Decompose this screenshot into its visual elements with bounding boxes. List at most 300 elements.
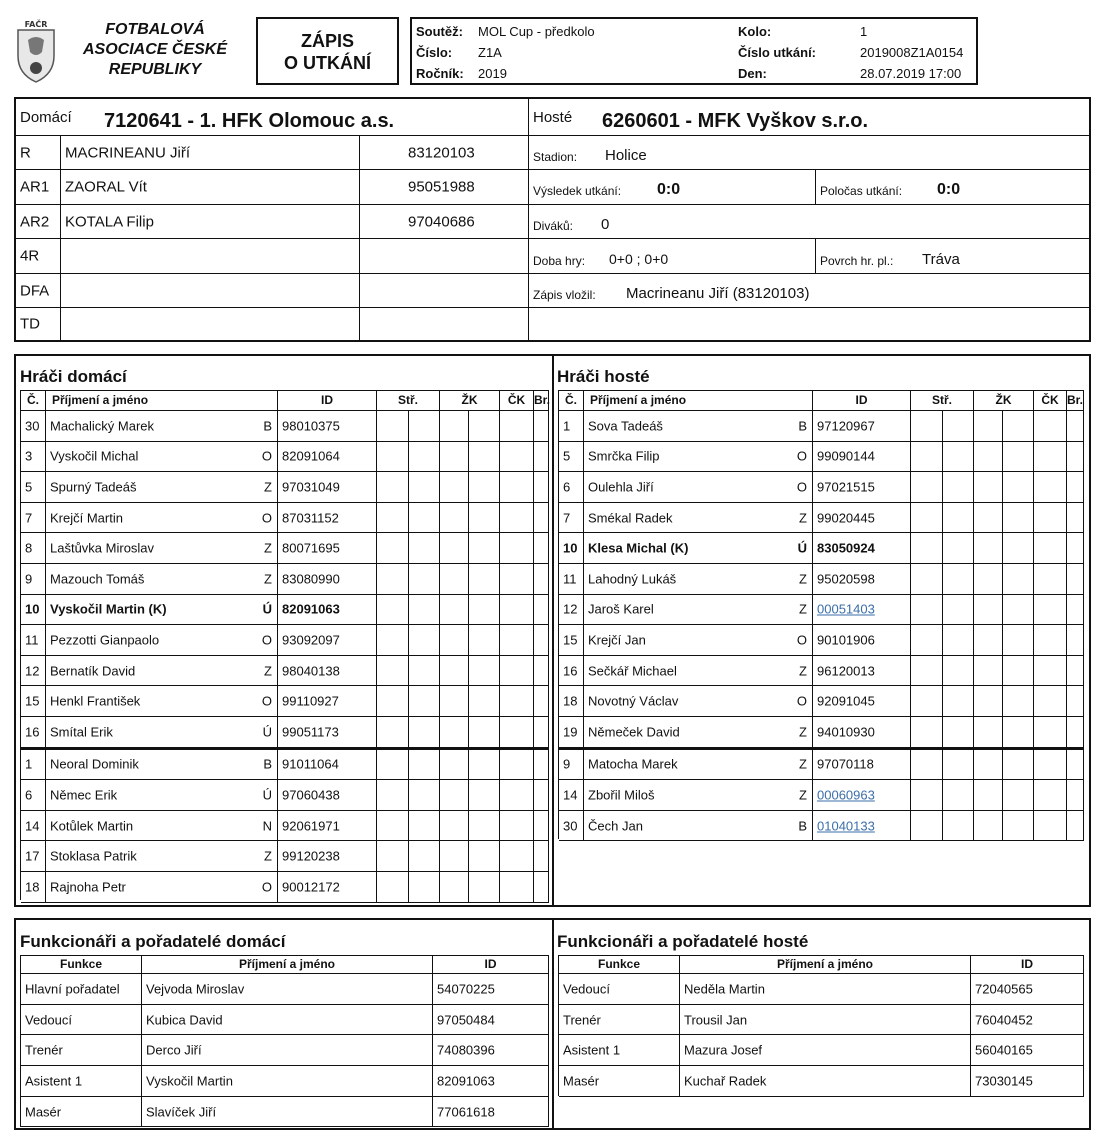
player-stat-cell — [974, 411, 1003, 442]
player-name — [46, 595, 278, 626]
header-name: Příjmení a jméno — [584, 391, 813, 411]
player-stat-cell — [409, 595, 440, 626]
player-name — [584, 503, 813, 534]
playtime-row: Doba hry: 0+0 ; 0+0 — [529, 239, 816, 274]
match-info-block — [14, 97, 1091, 342]
player-stat-cell — [974, 780, 1003, 811]
player-id-text: 82091063 — [282, 601, 340, 617]
player-row — [21, 656, 549, 687]
player-number — [21, 750, 46, 781]
header-id: ID — [278, 391, 377, 411]
referee-name — [61, 274, 360, 308]
player-stat-cell — [1067, 411, 1084, 442]
player-stat-cell — [440, 472, 469, 503]
player-number — [21, 656, 46, 687]
away-functionaries-block — [552, 918, 1091, 1130]
player-stat-cell — [377, 872, 409, 903]
player-stat-cell — [1003, 686, 1034, 717]
player-stat-cell — [469, 656, 500, 687]
player-id — [278, 656, 377, 687]
player-id — [813, 625, 911, 656]
player-id-text: 87031152 — [282, 510, 339, 526]
player-name-text: Smrčka Filip — [588, 448, 660, 464]
player-id-text: 96120013 — [817, 663, 875, 679]
player-stat-cell — [440, 442, 469, 473]
player-number — [559, 411, 584, 442]
player-name-text: Oulehla Jiří — [588, 479, 654, 495]
player-row — [21, 625, 549, 656]
player-stat-cell — [469, 595, 500, 626]
player-row — [559, 625, 1084, 656]
player-name-text: Machalický Marek — [50, 418, 155, 434]
player-name — [46, 472, 278, 503]
player-stat-cell — [974, 686, 1003, 717]
player-stat-cell — [911, 442, 943, 473]
player-stat-cell — [943, 750, 974, 781]
functionary-id — [433, 1066, 549, 1097]
player-stat-cell — [943, 411, 974, 442]
player-stat-cell — [534, 841, 549, 872]
player-name — [584, 533, 813, 564]
functionary-id-text: 97050484 — [437, 1012, 495, 1028]
referee-role — [16, 308, 61, 340]
player-id — [278, 533, 377, 564]
player-id-link: 00060963 — [817, 787, 875, 803]
functionary-name — [142, 974, 433, 1005]
player-stat-cell — [377, 442, 409, 473]
player-number-text: 10 — [563, 540, 578, 556]
player-id — [278, 564, 377, 595]
player-stat-cell — [1067, 533, 1084, 564]
home-players-block — [14, 354, 554, 907]
surface-row: Povrch hr. pl.: Tráva — [816, 239, 1091, 274]
player-name-text: Sova Tadeáš — [588, 418, 663, 434]
player-position: O — [261, 448, 272, 464]
away-functionaries-title: Funkcionáři a pořadatelé hosté — [557, 932, 809, 951]
result-row: Výsledek utkání: 0:0 — [529, 170, 816, 205]
player-row — [21, 750, 549, 781]
away-players-block — [552, 354, 1091, 907]
player-stat-cell — [409, 472, 440, 503]
player-number — [559, 564, 584, 595]
player-stat-cell — [377, 686, 409, 717]
player-number-text: 6 — [563, 479, 571, 495]
functionary-name — [142, 1005, 433, 1036]
functionary-name-text: Derco Jiří — [146, 1042, 202, 1058]
player-number-text: 11 — [563, 571, 577, 587]
player-stat-cell — [377, 472, 409, 503]
functionary-name — [142, 1097, 433, 1128]
player-stat-cell — [1003, 533, 1034, 564]
player-stat-cell — [440, 841, 469, 872]
player-stat-cell — [911, 595, 943, 626]
player-stat-cell — [1067, 717, 1084, 748]
player-stat-cell — [911, 656, 943, 687]
player-number — [559, 503, 584, 534]
player-stat-cell — [469, 872, 500, 903]
player-stat-cell — [974, 564, 1003, 595]
player-stat-cell — [1034, 780, 1067, 811]
functionary-funkce-text: Masér — [563, 1073, 600, 1089]
player-stat-cell — [1003, 595, 1034, 626]
header-br: Br. — [1067, 391, 1084, 411]
player-stat-cell — [943, 717, 974, 748]
player-id — [813, 656, 911, 687]
player-stat-cell — [1034, 472, 1067, 503]
player-row — [559, 533, 1084, 564]
player-name-text: Henkl František — [50, 693, 141, 709]
func-header-name: Příjmení a jméno — [142, 956, 433, 974]
player-stat-cell — [377, 564, 409, 595]
functionary-id-text: 77061618 — [437, 1104, 495, 1120]
player-number — [559, 780, 584, 811]
functionary-name-text: Kubica David — [146, 1012, 223, 1028]
functionary-row — [559, 1066, 1084, 1097]
player-stat-cell — [409, 841, 440, 872]
player-id-text: 95020598 — [817, 571, 875, 587]
player-stat-cell — [440, 717, 469, 748]
player-id-text: 97070118 — [817, 756, 874, 772]
functionary-id-text: 74080396 — [437, 1042, 495, 1058]
player-row — [559, 656, 1084, 687]
player-id — [278, 472, 377, 503]
player-id-text: 97021515 — [817, 479, 875, 495]
player-row — [21, 411, 549, 442]
player-id-text: 91011064 — [282, 756, 339, 772]
player-stat-cell — [500, 472, 534, 503]
player-name-text: Rajnoha Petr — [50, 879, 126, 895]
player-id-text: 97060438 — [282, 787, 340, 803]
functionary-funkce — [21, 1097, 142, 1128]
player-stat-cell — [943, 780, 974, 811]
player-number-text: 6 — [25, 787, 33, 803]
func-header-funkce: Funkce — [21, 956, 142, 974]
player-stat-cell — [469, 686, 500, 717]
player-number-text: 9 — [25, 571, 33, 587]
player-stat-cell — [409, 750, 440, 781]
player-stat-cell — [377, 811, 409, 842]
functionary-name — [142, 1035, 433, 1066]
header-ck: ČK — [1034, 391, 1067, 411]
player-stat-cell — [1034, 503, 1067, 534]
functionary-id-text: 76040452 — [975, 1012, 1033, 1028]
player-row — [559, 472, 1084, 503]
player-name — [46, 686, 278, 717]
player-stat-cell — [911, 472, 943, 503]
home-team-cell: Domácí 7120641 - 1. HFK Olomouc a.s. — [16, 99, 529, 136]
player-name-text: Krejčí Martin — [50, 510, 123, 526]
player-row — [559, 564, 1084, 595]
referee-name — [61, 239, 360, 274]
player-position: O — [261, 693, 272, 709]
functionary-funkce — [559, 1066, 680, 1097]
player-id[interactable] — [813, 780, 911, 811]
halftime-row: Poločas utkání: 0:0 — [816, 170, 1091, 205]
header-c: Č. — [559, 391, 584, 411]
player-stat-cell — [1003, 503, 1034, 534]
player-position: Ú — [262, 724, 272, 740]
player-stat-cell — [469, 503, 500, 534]
player-name-text: Matocha Marek — [588, 756, 678, 772]
referee-role-label: AR2 — [20, 213, 50, 230]
player-number-text: 7 — [25, 510, 33, 526]
player-id — [278, 811, 377, 842]
player-stat-cell — [500, 811, 534, 842]
functionary-row — [21, 1035, 549, 1066]
player-position: O — [796, 693, 807, 709]
player-name — [584, 686, 813, 717]
player-number-text: 10 — [25, 601, 40, 617]
player-stat-cell — [377, 717, 409, 748]
player-stat-cell — [974, 811, 1003, 842]
player-stat-cell — [440, 595, 469, 626]
player-position: Z — [799, 601, 807, 617]
player-number — [21, 472, 46, 503]
functionary-funkce-text: Vedoucí — [25, 1012, 72, 1028]
functionary-id-text: 54070225 — [437, 981, 495, 997]
player-stat-cell — [440, 780, 469, 811]
player-stat-cell — [377, 750, 409, 781]
player-row — [559, 750, 1084, 781]
player-id — [278, 841, 377, 872]
player-stat-cell — [974, 717, 1003, 748]
player-stat-cell — [534, 872, 549, 903]
player-position: B — [798, 418, 807, 434]
player-id — [278, 717, 377, 748]
player-id — [813, 750, 911, 781]
player-id[interactable] — [813, 595, 911, 626]
functionary-name — [680, 1066, 971, 1097]
player-stat-cell — [534, 717, 549, 748]
player-stat-cell — [911, 811, 943, 842]
player-name — [46, 717, 278, 748]
player-position: B — [263, 756, 272, 772]
player-stat-cell — [500, 656, 534, 687]
player-id-text: 92091045 — [817, 693, 875, 709]
player-name-text: Zbořil Miloš — [588, 787, 655, 803]
player-stat-cell — [409, 442, 440, 473]
functionary-funkce — [559, 1035, 680, 1066]
player-id — [813, 411, 911, 442]
player-name-text: Mazouch Tomáš — [50, 571, 145, 587]
player-number — [559, 686, 584, 717]
player-number-text: 18 — [563, 693, 578, 709]
referee-id — [360, 170, 529, 205]
functionary-funkce — [559, 974, 680, 1005]
player-position: N — [262, 818, 272, 834]
functionary-name-text: Mazura Josef — [684, 1042, 763, 1058]
player-position: Z — [264, 540, 272, 556]
player-stat-cell — [377, 656, 409, 687]
player-stat-cell — [974, 595, 1003, 626]
player-stat-cell — [911, 717, 943, 748]
player-stat-cell — [500, 625, 534, 656]
player-stat-cell — [377, 841, 409, 872]
functionary-funkce-text: Asistent 1 — [563, 1042, 621, 1058]
player-stat-cell — [1067, 595, 1084, 626]
referee-name — [61, 170, 360, 205]
player-name — [46, 780, 278, 811]
player-stat-cell — [943, 564, 974, 595]
player-name-text: Krejčí Jan — [588, 632, 646, 648]
functionary-id — [971, 1035, 1084, 1066]
referee-role — [16, 170, 61, 205]
player-stat-cell — [469, 780, 500, 811]
player-name — [46, 750, 278, 781]
referee-role — [16, 239, 61, 274]
player-position: B — [798, 818, 807, 834]
player-row — [21, 503, 549, 534]
away-functionaries-table — [558, 955, 1084, 1096]
player-stat-cell — [974, 625, 1003, 656]
player-number — [21, 811, 46, 842]
player-position: O — [796, 632, 807, 648]
player-number-text: 18 — [25, 879, 40, 895]
header-zk: ŽK — [974, 391, 1034, 411]
player-stat-cell — [1003, 811, 1034, 842]
player-stat-cell — [911, 564, 943, 595]
player-stat-cell — [409, 780, 440, 811]
player-number — [559, 533, 584, 564]
player-stat-cell — [1034, 625, 1067, 656]
player-row — [559, 442, 1084, 473]
player-id[interactable] — [813, 811, 911, 842]
player-id-text: 99090144 — [817, 448, 875, 464]
player-row — [21, 564, 549, 595]
player-name-text: Lahodný Lukáš — [588, 571, 677, 587]
player-number-text: 12 — [25, 663, 40, 679]
header-ck: ČK — [500, 391, 534, 411]
referee-role — [16, 136, 61, 170]
functionary-funkce-text: Trenér — [563, 1012, 601, 1028]
player-position: Z — [264, 571, 272, 587]
player-stat-cell — [534, 686, 549, 717]
player-position: Z — [264, 479, 272, 495]
player-id — [278, 442, 377, 473]
player-number-text: 11 — [25, 632, 39, 648]
referee-name-label: MACRINEANU Jiří — [65, 144, 191, 161]
player-id-link: 00051403 — [817, 601, 875, 617]
player-number — [559, 811, 584, 842]
player-name — [584, 442, 813, 473]
referee-name-label: ZAORAL Vít — [65, 178, 147, 196]
functionary-funkce — [21, 1035, 142, 1066]
player-stat-cell — [469, 472, 500, 503]
player-name — [46, 841, 278, 872]
player-stat-cell — [943, 595, 974, 626]
player-stat-cell — [500, 686, 534, 717]
player-position: Ú — [262, 787, 272, 803]
functionary-id — [433, 1005, 549, 1036]
player-name — [584, 780, 813, 811]
player-stat-cell — [440, 564, 469, 595]
player-stat-cell — [469, 533, 500, 564]
player-stat-cell — [409, 686, 440, 717]
player-id — [278, 503, 377, 534]
player-stat-cell — [409, 503, 440, 534]
functionary-name — [142, 1066, 433, 1097]
player-stat-cell — [409, 717, 440, 748]
header-str: Stř. — [377, 391, 440, 411]
player-position: Z — [799, 756, 807, 772]
player-row — [559, 811, 1084, 842]
player-row — [21, 811, 549, 842]
player-number-text: 30 — [25, 418, 40, 434]
player-stat-cell — [500, 717, 534, 748]
player-stat-cell — [409, 533, 440, 564]
player-stat-cell — [534, 533, 549, 564]
player-name-text: Čech Jan — [588, 818, 643, 834]
spectators-row: Diváků: 0 — [529, 205, 1091, 239]
referee-id — [360, 136, 529, 170]
home-functionaries-table — [20, 955, 549, 1127]
player-stat-cell — [534, 780, 549, 811]
player-id-text: 83050924 — [817, 540, 875, 556]
player-name-text: Smítal Erik — [50, 724, 113, 740]
player-name — [46, 625, 278, 656]
player-name-text: Spurný Tadeáš — [50, 479, 137, 495]
functionary-name-text: Vyskočil Martin — [146, 1073, 233, 1089]
player-name — [584, 656, 813, 687]
referee-id — [360, 274, 529, 308]
home-players-table — [20, 390, 549, 900]
player-stat-cell — [534, 442, 549, 473]
player-number — [21, 595, 46, 626]
player-stat-cell — [1003, 564, 1034, 595]
player-stat-cell — [943, 656, 974, 687]
player-stat-cell — [974, 472, 1003, 503]
player-stat-cell — [1034, 750, 1067, 781]
player-stat-cell — [377, 411, 409, 442]
player-stat-cell — [440, 811, 469, 842]
player-name — [584, 625, 813, 656]
player-name-text: Smékal Radek — [588, 510, 673, 526]
referee-id-label: 97040686 — [408, 213, 475, 230]
functionary-funkce — [21, 974, 142, 1005]
player-stat-cell — [409, 656, 440, 687]
player-stat-cell — [943, 533, 974, 564]
player-stat-cell — [469, 841, 500, 872]
header-name: Příjmení a jméno — [46, 391, 278, 411]
referee-id — [360, 308, 529, 340]
player-stat-cell — [1067, 472, 1084, 503]
stadium-row: Stadion: Holice — [529, 136, 1091, 170]
player-row — [559, 686, 1084, 717]
functionary-name-text: Slavíček Jiří — [146, 1104, 217, 1120]
player-stat-cell — [500, 533, 534, 564]
player-number-text: 1 — [25, 756, 33, 772]
player-stat-cell — [943, 503, 974, 534]
player-name — [46, 411, 278, 442]
functionary-name — [680, 1035, 971, 1066]
player-stat-cell — [534, 750, 549, 781]
player-stat-cell — [943, 472, 974, 503]
player-position: B — [263, 418, 272, 434]
referee-name — [61, 205, 360, 239]
player-number — [21, 533, 46, 564]
functionary-id — [433, 1035, 549, 1066]
functionary-name-text: Kuchař Radek — [684, 1073, 767, 1089]
player-stat-cell — [1067, 780, 1084, 811]
player-stat-cell — [1067, 686, 1084, 717]
player-position: O — [796, 479, 807, 495]
func-header-id: ID — [433, 956, 549, 974]
player-number-text: 14 — [25, 818, 40, 834]
player-position: Z — [799, 724, 807, 740]
player-id-text: 98040138 — [282, 663, 340, 679]
player-row — [559, 503, 1084, 534]
player-stat-cell — [409, 811, 440, 842]
